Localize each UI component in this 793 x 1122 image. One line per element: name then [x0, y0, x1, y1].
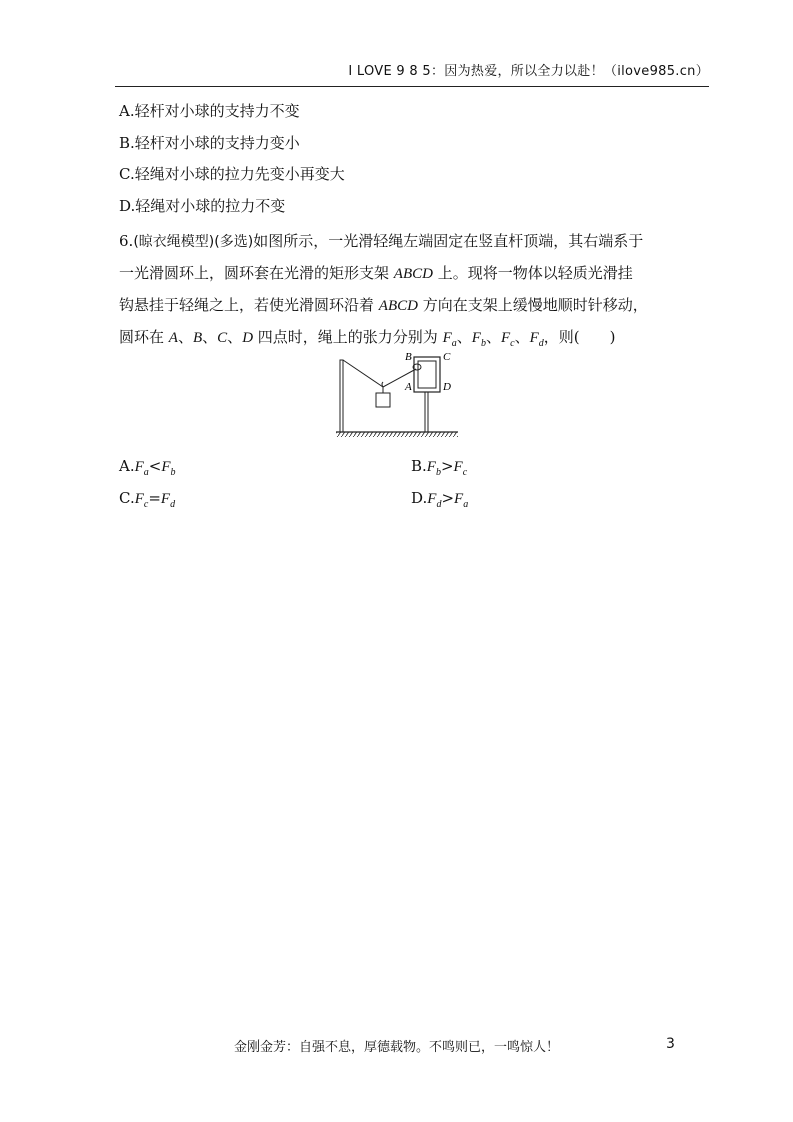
page-footer: 金刚金芳：自强不息，厚德载物。不鸣则已，一鸣惊人！	[233, 1040, 559, 1055]
clothesline-figure	[334, 352, 464, 442]
hanging-object	[376, 393, 390, 407]
right-post	[425, 392, 428, 432]
label-b: B	[405, 352, 412, 363]
prev-option-b: B.轻杆对小球的支持力变小	[119, 134, 300, 152]
option-d: $D.F_d>F_a$	[411, 489, 469, 510]
question-text: ，则( )	[543, 328, 616, 346]
hook	[382, 382, 383, 393]
point-label: B	[192, 330, 203, 346]
question-text: 如图所示，一光滑轻绳左端固定在竖直杆顶端，其右端系于	[253, 232, 644, 250]
separator: 、	[514, 328, 530, 346]
question-line-1	[119, 226, 679, 258]
option-a: $A.F_a<F_b$	[119, 457, 176, 478]
question-6	[119, 226, 679, 359]
point-label: A	[168, 330, 178, 346]
question-text: 方向在支架上缓慢地顺时针移动，	[417, 296, 648, 314]
clothesline-diagram	[334, 352, 464, 442]
label-c: C	[443, 352, 451, 363]
separator: 、	[485, 328, 501, 346]
page-number: 3	[666, 1036, 675, 1052]
separator: 、	[227, 328, 243, 346]
question-line-2	[119, 258, 679, 290]
question-line-3	[119, 290, 679, 322]
option-c: $C.F_c=F_d$	[119, 489, 176, 510]
separator: 、	[456, 328, 472, 346]
option-b: $B.F_b>F_c$	[411, 457, 468, 478]
prev-option-c: C.轻绳对小球的拉力先变小再变大	[119, 165, 345, 183]
frame-label: ABCD	[393, 266, 433, 282]
point-label: D	[242, 330, 254, 346]
question-text: 钩悬挂于轻绳之上，若使光滑圆环沿着	[119, 296, 379, 314]
force-fc: $F_c$	[500, 330, 515, 349]
separator: 、	[177, 328, 193, 346]
question-text: 一光滑圆环上，圆环套在光滑的矩形支架	[119, 264, 394, 282]
label-d: D	[443, 381, 451, 393]
force-fb: $F_b$	[471, 330, 486, 349]
force-fa: $F_a$	[442, 330, 457, 349]
question-text: 四点时，绳上的张力分别为	[253, 328, 443, 346]
separator: 、	[202, 328, 218, 346]
model-tag: (晾衣绳模型)	[133, 234, 215, 250]
ground-hatch	[336, 432, 458, 437]
question-text: 圆环在	[119, 328, 169, 346]
label-a: A	[405, 381, 412, 393]
left-pole	[340, 360, 343, 432]
page-header: I LOVE 9 8 5：因为热爱，所以全力以赴！（ilove985.cn）	[115, 62, 709, 87]
multi-select-tag: (多选)	[214, 234, 254, 250]
force-fd: $F_d$	[529, 330, 544, 349]
frame-label: ABCD	[378, 298, 418, 314]
question-number: 6.	[119, 232, 134, 250]
prev-option-a: A.轻杆对小球的支持力不变	[119, 102, 300, 120]
question-text: 上。现将一物体以轻质光滑挂	[432, 264, 633, 282]
point-label: C	[217, 330, 228, 346]
prev-option-d: D.轻绳对小球的拉力不变	[119, 197, 286, 215]
